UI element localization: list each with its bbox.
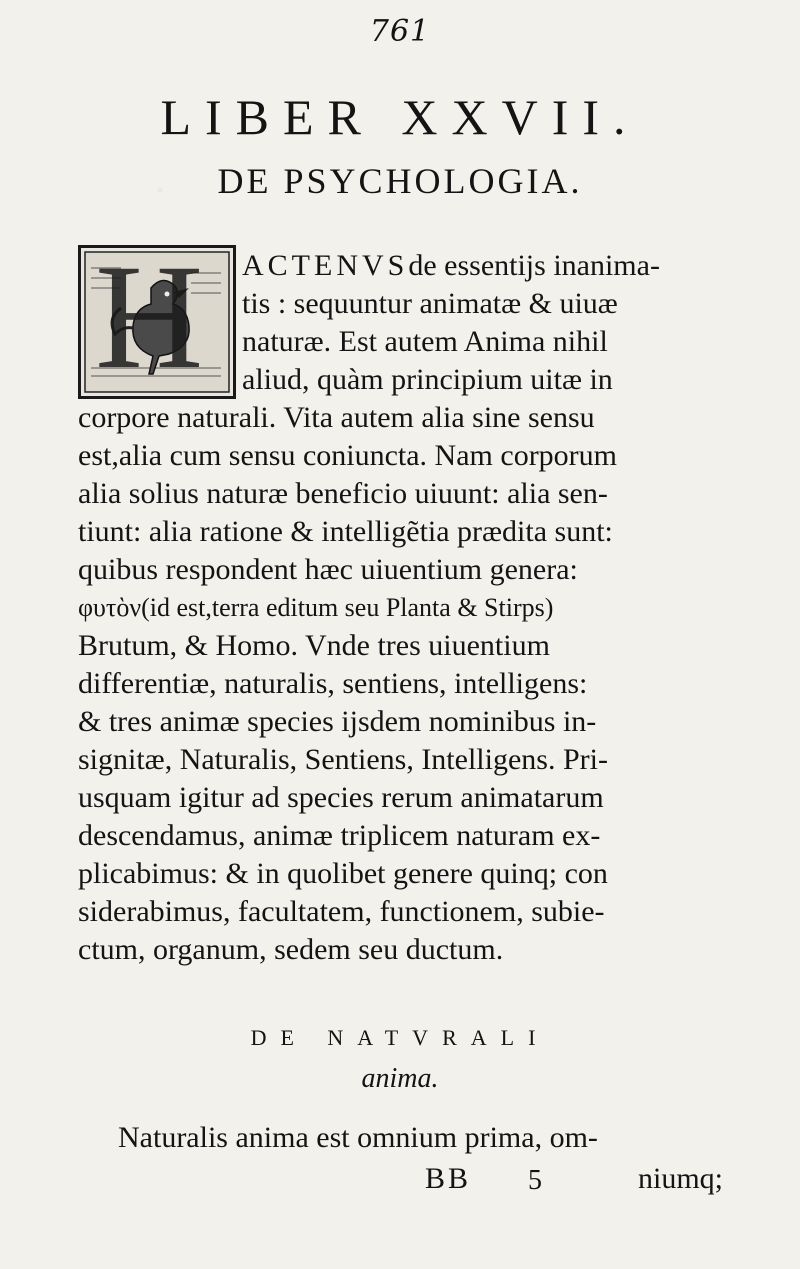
body-line-13: & tres animæ species ijsdem nominibus in-	[78, 705, 597, 738]
page-number: 761	[369, 14, 431, 49]
body-line-12: differentiæ, naturalis, sentiens, intelligens:	[78, 667, 588, 700]
drop-cap-letter: H	[95, 234, 204, 400]
body-line-3: naturæ. Est autem Anima nihil	[242, 325, 608, 358]
body-line-17: plicabimus: & in quolibet genere quinq; con	[78, 857, 608, 890]
body-line-14: signitæ, Naturalis, Sentiens, Intelligens. Pri-	[78, 743, 608, 776]
body-line-4: aliud, quàm principium uitæ in	[242, 363, 613, 396]
section-subheading: anima.	[361, 1063, 439, 1094]
body-line-6: est,alia cum sensu coniuncta. Nam corporum	[78, 439, 618, 472]
signature-mark: BB	[425, 1162, 472, 1195]
body-line-19: ctum, organum, sedem seu ductum.	[78, 933, 504, 966]
body-line-16: descendamus, animæ triplicem naturam ex-	[78, 819, 601, 852]
body-line-1	[242, 248, 660, 284]
body-line-8: tiunt: alia ratione & intelligẽtia prædita sunt:	[78, 515, 613, 548]
decorated-initial	[78, 234, 236, 400]
section-heading: DE NATVRALI	[250, 1025, 550, 1050]
chapter-subtitle: DE PSYCHOLOGIA.	[217, 161, 583, 201]
body-line-18: siderabimus, facultatem, functionem, subie-	[78, 895, 605, 928]
body-line-11: Brutum, & Homo. Vnde tres uiuentium	[78, 629, 550, 662]
opening-word: ACTENVS	[242, 249, 409, 282]
body-line-9: quibus respondent hæc uiuentium genera:	[78, 553, 578, 586]
body-text: de essentijs inanima-	[408, 249, 660, 282]
signature-number: 5	[528, 1165, 542, 1196]
body-line-10: φυτὸν(id est,terra editum seu Planta & Stirps)	[78, 593, 554, 622]
body-line-7: alia solius naturæ beneficio uiuunt: alia sen-	[78, 477, 608, 510]
body-line-5: corpore naturali. Vita autem alia sine sensu	[78, 401, 595, 434]
body-line-last: Naturalis anima est omnium prima, om-	[118, 1121, 598, 1154]
catchword: niumq;	[638, 1162, 724, 1195]
body-line-2: tis : sequuntur animatæ & uiuæ	[242, 287, 618, 320]
body-line-15: usquam igitur ad species rerum animatarum	[78, 781, 604, 814]
book-title: LIBER XXVII.	[160, 89, 640, 145]
